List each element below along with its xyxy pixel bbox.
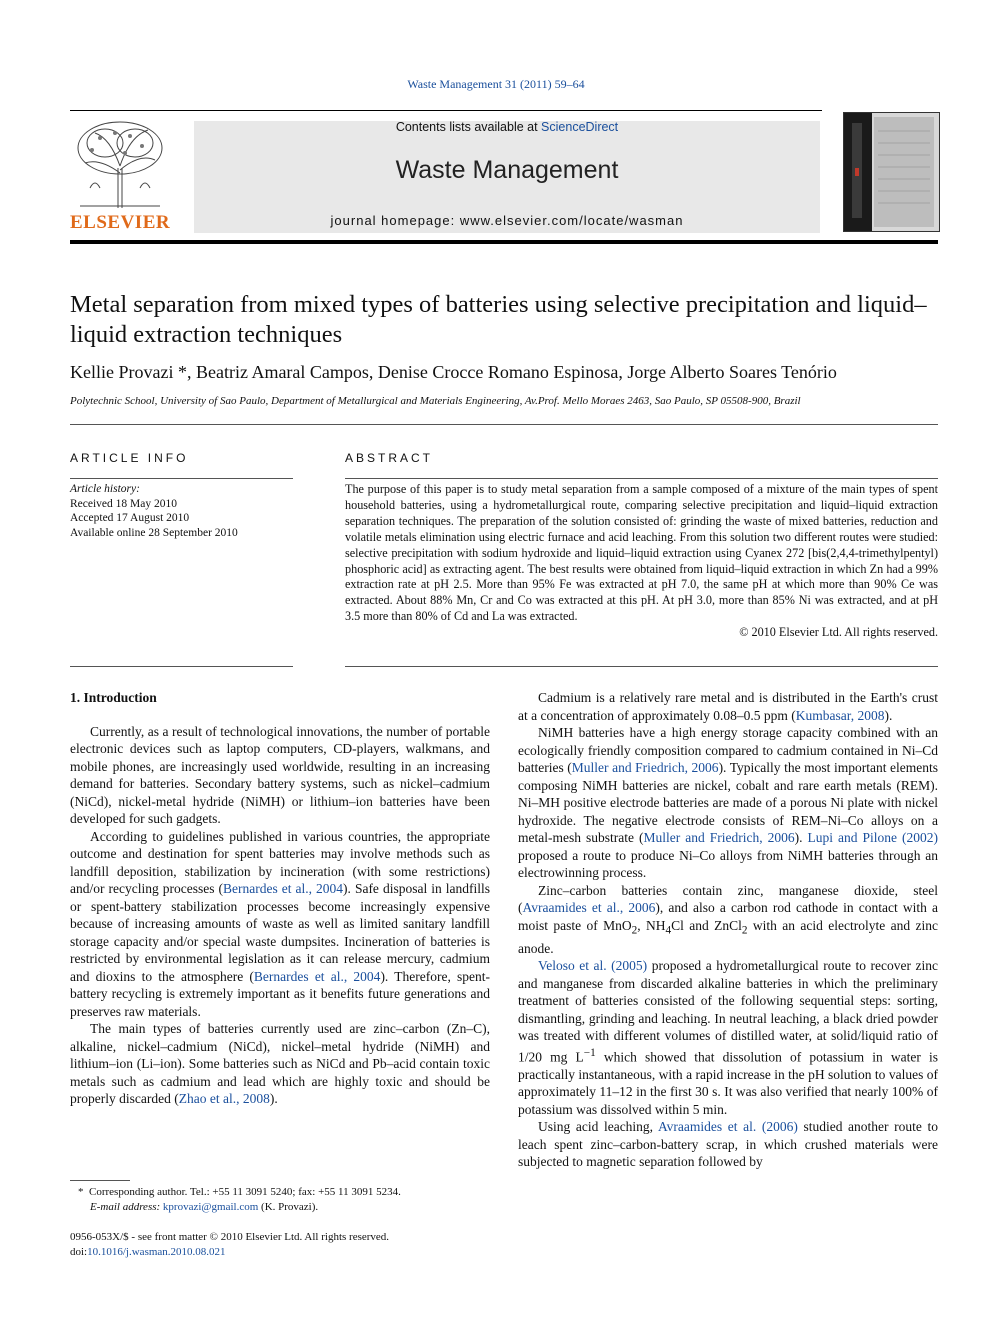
email-label: E-mail address: <box>90 1200 161 1213</box>
intro-paragraph-3: The main types of batteries currently used are zinc–carbon (Zn–C), alkaline, nickel–cadmium (NiCd), nickel–metal hydride (NiMH) and lithium–ion (Li–ion). Some batteries such as NiCd and Pb–acid contain toxic metals such as cadmium and lead which are highly toxic and should be properly discarded (Zhao et al., 2008). <box>70 1021 490 1106</box>
journal-citation[interactable]: Waste Management 31 (2011) 59–64 <box>407 77 585 91</box>
contents-prefix: Contents lists available at <box>395 120 542 134</box>
abstract-copyright: © 2010 Elsevier Ltd. All rights reserved. <box>739 625 938 640</box>
ref-veloso-2005[interactable]: Veloso et al. (2005) <box>538 958 648 974</box>
ref-muller-2006[interactable]: Muller and Friedrich, 2006 <box>571 760 719 775</box>
ref-muller-2006-b[interactable]: Muller and Friedrich, 2006 <box>643 830 795 845</box>
corresponding-author-footnote: * Corresponding author. Tel.: +55 11 3091 5240; fax: +55 11 3091 5234. E-mail address: kprovazi@gmail.com (K. Provazi). <box>78 1186 401 1213</box>
article-history <box>70 482 295 540</box>
elsevier-tree-logo <box>70 118 170 210</box>
doi-label: doi: <box>70 1245 88 1258</box>
body-right-column <box>518 689 938 1171</box>
page-footer <box>70 1230 500 1259</box>
footnote-star: * <box>78 1186 84 1198</box>
ref-avraamides-2006[interactable]: Avraamides et al., 2006 <box>522 900 656 915</box>
ref-zhao-2008[interactable]: Zhao et al., 2008 <box>178 1091 270 1106</box>
contents-line <box>194 120 820 134</box>
history-label: Article history: <box>70 483 140 495</box>
abstract-rule <box>345 478 938 479</box>
abstract-bottom-rule <box>345 666 938 667</box>
body-left-column <box>70 689 490 1108</box>
author-affiliation: Polytechnic School, University of Sao Paulo, Department of Metallurgical and Materials Engineering, Av.Prof. Mello Moraes 2463, Sao Paulo, SP 05508-900, Brazil <box>70 395 801 407</box>
article-info-heading: ARTICLE INFO <box>70 451 189 465</box>
journal-homepage[interactable]: journal homepage: www.elsevier.com/locate/wasman <box>330 213 684 228</box>
right-paragraph-5: Using acid leaching, Avraamides et al. (2006) studied another route to leach spent zinc–carbon-battery scrap, in which crushed materials were subjected to magnetic separation followed by <box>518 1119 938 1170</box>
author-email-link[interactable]: kprovazi@gmail.com <box>162 1200 259 1213</box>
right-paragraph-2: NiMH batteries have a high energy storage capacity combined with an ecologically friendly composition compared to cadmium contained in Ni–Cd batteries (Muller and Friedrich, 2006). Typically the most important elements composing NiMH batteries are nickel, cobalt and rare earth metals (REM). Ni–MH positive electrode batteries are made of a porous Ni plate with nickel hydroxide. The negative electrode consists of REM–Ni–Co alloys on a metal-mesh substrate (Muller and Friedrich, 2006). Lupi and Pilone (2002) proposed a route to produce Ni–Co alloys from NiMH batteries through an electrowinning process. <box>518 725 939 880</box>
ref-avraamides-2006-b[interactable]: Avraamides et al. (2006) <box>657 1119 798 1135</box>
doi-link[interactable]: 10.1016/j.wasman.2010.08.021 <box>87 1245 226 1258</box>
header-top-rule <box>70 110 822 111</box>
right-paragraph-4: Veloso et al. (2005) proposed a hydrometallurgical route to recover zinc and manganese from discarded alkaline batteries in which the preliminary treatment of batteries consisted of the following sequential steps: sorting, dismantling, grinding and leaching. In neutral leaching, a black dried powder was treated with different volumes of distilled water, at solid/liquid ratio of 1/20 mg $L^{-1}$ which showed that dissolution of potassium in water is practically instantaneous, with a rapid increase in the pH solution to values of approximately 11–12 in the first 30 s. It was also verified that nearly 100% of potassium was dissolved within 5 min. <box>518 958 938 1117</box>
ref-bernardes-2004[interactable]: Bernardes et al., 2004 <box>223 881 344 896</box>
title-divider <box>70 424 938 425</box>
section-heading-introduction: 1. Introduction <box>70 690 157 705</box>
header-bottom-rule <box>70 240 938 244</box>
journal-cover-image <box>843 112 940 232</box>
ref-kumbasar-2008[interactable]: Kumbasar, 2008 <box>795 707 885 723</box>
accepted-date: Accepted 17 August 2010 <box>70 512 190 524</box>
abstract-text: The purpose of this paper is to study metal separation from a sample composed of a mixture of the main types of spent household batteries, using a hydrometallurgical route, comparing selective precipitation and liquid–liquid extraction separation techniques. The preparation of the solution consisted of: grinding the waste of mixed batteries, reduction and volatile metals elimination using electric furnace and acid leaching. From this solution two different routes were studied: selective precipitation with sodium hydroxide and liquid–liquid extraction using Cyanex 272 [bis(2,4,4-trimethylpentyl) phosphoric acid] as extracting agent. The best results were obtained from liquid–liquid extraction in which Zn had a 99% extraction rate at pH 2.5. More than 95% Fe was extracted at pH 7.0, the same pH at which more than 90% Ce was extracted. About 88% Mn, Cr and Co was extracted at this pH. At pH 3.0, more than 85% Ni was extracted, and at pH 3.5 more than 80% of Cd and La was extracted. <box>345 482 938 624</box>
sciencedirect-link[interactable]: ScienceDirect <box>541 120 619 134</box>
article-info-rule <box>70 478 293 479</box>
online-date: Available online 28 September 2010 <box>70 526 238 539</box>
elsevier-wordmark: ELSEVIER <box>70 212 171 233</box>
journal-name: Waste Management <box>395 156 619 184</box>
ref-bernardes-2004-b[interactable]: Bernardes et al., 2004 <box>253 968 381 984</box>
abstract-heading: ABSTRACT <box>345 451 434 465</box>
abstract-body <box>345 482 938 641</box>
received-date: Received 18 May 2010 <box>70 497 177 510</box>
intro-paragraph-2: According to guidelines published in various countries, the appropriate outcome and destination for spent batteries may involve methods such as landfill deposition, stabilization by incineration (with some restrictions) and/or recycling processes (Bernardes et al., 2004). Safe disposal in landfills or spent-battery stabilization processes become increasingly expensive because of increasing amounts of waste as well as limited sanitary landfill storage capacity and/or special waste dumpsites. Incineration of batteries is restricted by environmental legislation as it can release mercury, cadmium and dioxins to the atmosphere (Bernardes et al., 2004). Therefore, spent-battery recycling is extremely important as it benefits future generations and preserves raw materials. <box>70 828 491 1019</box>
article-info-bottom-rule <box>70 666 293 667</box>
article-title: Metal separation from mixed types of batteries using selective precipitation and liquid–liquid extraction techniques <box>70 291 927 348</box>
footnote-rule <box>70 1180 130 1181</box>
issn-line: 0956-053X/$ - see front matter © 2010 Elsevier Ltd. All rights reserved. <box>70 1231 390 1243</box>
right-paragraph-1: Cadmium is a relatively rare metal and is distributed in the Earth's crust at a concentration of approximately 0.08–0.5 ppm (Kumbasar, 2008). <box>518 690 938 723</box>
intro-paragraph-1: Currently, as a result of technological innovations, the number of portable electronic devices such as laptop computers, CD-players, walkmans, and mobile phones, are increasingly used worldwide, resulting in an increasing demand for batteries. Secondary battery systems, such as nickel–cadmium (NiCd), nickel-metal hydride (NiMH) or lithium–ion batteries have been developed for such gadgets. <box>70 723 490 826</box>
right-paragraph-3: Zinc–carbon batteries contain zinc, manganese dioxide, steel (Avraamides et al., 2006), and also a carbon rod cathode in contact with a moist paste of MnO$_2$, $NH_4Cl$ and ZnCl$_2$ with an acid electrolyte and zinc anode. <box>518 882 939 956</box>
ref-lupi-2002[interactable]: Lupi and Pilone (2002) <box>807 830 939 845</box>
footnote-contact: Corresponding author. Tel.: +55 11 3091 5240; fax: +55 11 3091 5234. <box>89 1186 401 1198</box>
article-authors: Kellie Provazi *, Beatriz Amaral Campos, Denise Crocce Romano Espinosa, Jorge Alberto Soares Tenório <box>70 362 837 382</box>
